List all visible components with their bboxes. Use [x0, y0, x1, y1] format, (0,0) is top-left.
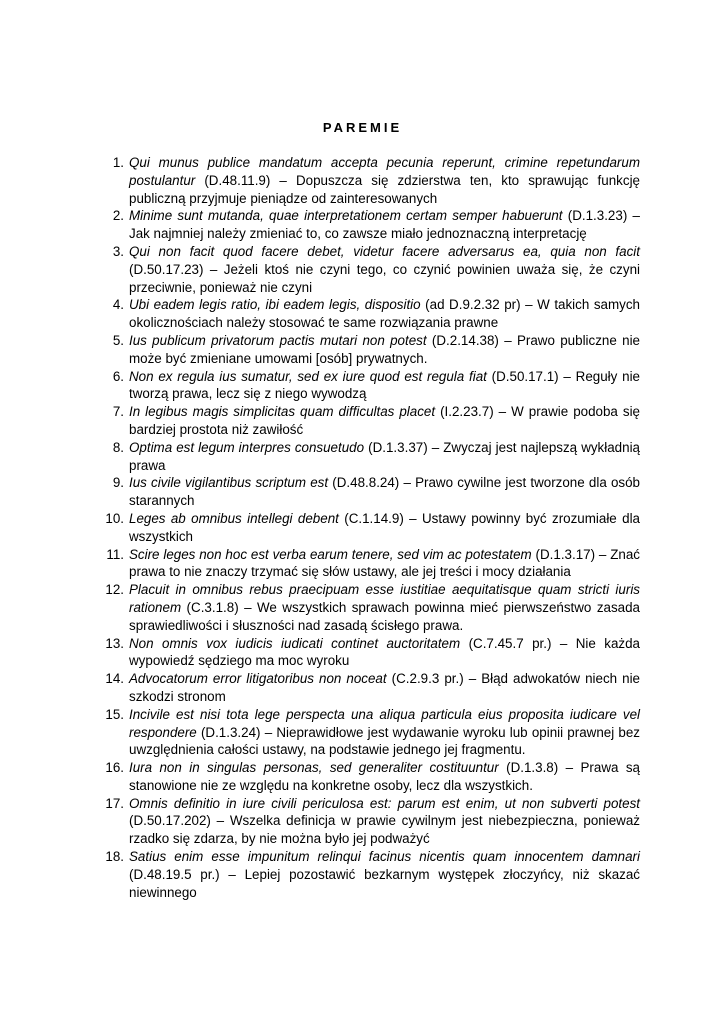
item-translation: (D.1.3.23) – Jak najmniej należy zmieniać to, co zawsze miało jednoznaczną interpretację [129, 208, 640, 242]
item-translation: (C.1.14.9) – Ustawy powinny być zrozumiałe dla wszystkich [129, 510, 640, 544]
latin-maxim: Satius enim esse impunitum relinqui facinus nicentis quam innocentem damnari [129, 849, 640, 865]
item-translation: (I.2.23.7) – W prawie podoba się bardziej prostota niż zawiłość [129, 404, 640, 437]
list-item [96, 670, 640, 706]
item-translation: (D.48.8.24) – Prawo cywilne jest tworzone dla osób starannych [129, 475, 640, 509]
item-number: 12. [105, 582, 124, 598]
item-number: 14. [105, 671, 124, 687]
list-item [96, 403, 640, 439]
list-item [96, 581, 640, 634]
latin-maxim: Non omnis vox iudicis iudicati continet auctoritatem [129, 635, 461, 651]
item-translation: (C.2.9.3 pr.) – Błąd adwokatów niech nie szkodzi stronom [129, 671, 640, 704]
latin-maxim: In legibus magis simplicitas quam difficultas placet [129, 404, 436, 420]
list-item [96, 243, 640, 296]
latin-maxim: Ius publicum privatorum pactis mutari non potest [129, 332, 427, 348]
list-item [96, 848, 640, 901]
item-number: 15. [105, 706, 124, 722]
latin-maxim: Placuit in omnibus rebus praecipuam esse iustitiae aequitatisque quam stricti iuris rationem [129, 582, 640, 615]
item-number: 10. [105, 510, 124, 526]
item-translation: (D.1.3.17) – Znać prawa to nie znaczy trzymać się słów ustawy, ale jej treści i mocy działania [129, 546, 640, 580]
list-item [96, 368, 640, 404]
item-translation: (ad D.9.2.32 pr) – W takich samych okolicznościach należy stosować te same rozwiązania prawne [129, 297, 640, 331]
list-item [96, 546, 640, 582]
item-translation: (D.1.3.37) – Zwyczaj jest najlepszą wykładnią prawa [129, 439, 640, 473]
item-number: 7. [112, 404, 124, 420]
item-translation: (D.50.17.202) – Wszelka definicja w prawie cywilnym jest niebezpieczna, ponieważ rzadko się zdarza, by nie można było jej podważyć [129, 813, 640, 847]
list-item [96, 439, 640, 475]
item-translation: (C.3.1.8) – We wszystkich sprawach powinna mieć pierwszeństwo zasada sprawiedliwości i słuszności nad zasadą ścisłego prawa. [129, 599, 640, 633]
list-item [96, 706, 640, 759]
item-number: 4. [112, 297, 124, 313]
item-translation: (D.1.3.8) – Prawa są stanowione nie ze względu na konkretne osoby, lecz dla wszystkich. [129, 760, 640, 793]
paremie-list [96, 154, 640, 901]
list-item [96, 332, 640, 368]
latin-maxim: Iura non in singulas personas, sed generaliter costituuntur [129, 760, 499, 776]
latin-maxim: Advocatorum error litigatoribus non noceat [129, 671, 387, 687]
latin-maxim: Minime sunt mutanda, quae interpretationem certam semper habuerunt [129, 208, 563, 224]
item-number: 5. [112, 332, 124, 348]
list-item [96, 474, 640, 510]
latin-maxim: Scire leges non hoc est verba earum tenere, sed vim ac potestatem [129, 546, 532, 562]
item-translation: (D.50.17.23) – Jeżeli ktoś nie czyni tego, co czynić powinien uważa się, że czyni przeciwnie, ponieważ nie czyni [129, 261, 640, 295]
item-number: 6. [112, 368, 124, 384]
list-item [96, 296, 640, 332]
list-item [96, 154, 640, 207]
list-item [96, 795, 640, 848]
item-number: 8. [112, 439, 124, 455]
item-number: 13. [105, 635, 124, 651]
list-item [96, 759, 640, 795]
latin-maxim: Non ex regula ius sumatur, sed ex iure quod est regula fiat [129, 368, 487, 384]
item-translation: (D.48.11.9) – Dopuszcza się zdzierstwa ten, kto sprawując funkcję publiczną przyjmuje pieniądze od zainteresowanych [129, 172, 640, 206]
latin-maxim: Qui munus publice mandatum accepta pecunia reperunt, crimine repetundarum postulantur [129, 155, 640, 188]
item-translation: (D.2.14.38) – Prawo publiczne nie może być zmieniane umowami [osób] prywatnych. [129, 332, 640, 366]
latin-maxim: Optima est legum interpres consuetudo [129, 439, 365, 455]
item-translation: (D.48.19.5 pr.) – Lepiej pozostawić bezkarnym występek złoczyńcy, niż skazać niewinnego [129, 866, 640, 900]
item-translation: (C.7.45.7 pr.) – Nie każda wypowiedź sędziego ma moc wyroku [129, 635, 640, 669]
item-number: 18. [105, 849, 124, 865]
item-number: 1. [112, 155, 124, 170]
item-number: 9. [112, 475, 124, 491]
item-number: 17. [105, 795, 124, 811]
latin-maxim: Ius civile vigilantibus scriptum est [129, 475, 329, 491]
item-translation: (D.1.3.24) – Nieprawidłowe jest wydawanie wyroku lub opinii prawnej bez uwzględnienia całości ustawy, na podstawie jednego jej fragmentu. [129, 724, 640, 758]
list-item [96, 207, 640, 243]
item-translation: (D.50.17.1) – Reguły nie tworzą prawa, lecz się z niego wywodzą [129, 368, 640, 402]
latin-maxim: Omnis definitio in iure civili periculosa est: parum est enim, ut non subverti potest [129, 795, 640, 811]
latin-maxim: Ubi eadem legis ratio, ibi eadem legis, dispositio [129, 297, 421, 313]
page-title: PAREMIE [322, 120, 403, 135]
list-item [96, 510, 640, 546]
item-number: 2. [112, 208, 124, 224]
item-number: 16. [105, 760, 124, 776]
latin-maxim: Qui non facit quod facere debet, videtur facere adversarus ea, quia non facit [129, 243, 640, 259]
item-number: 3. [112, 243, 124, 259]
latin-maxim: Incivile est nisi tota lege perspecta una aliqua particula eius proposita iudicare vel respondere [129, 706, 640, 740]
list-item [96, 635, 640, 671]
item-number: 11. [106, 546, 124, 562]
latin-maxim: Leges ab omnibus intellegi debent [129, 510, 339, 526]
